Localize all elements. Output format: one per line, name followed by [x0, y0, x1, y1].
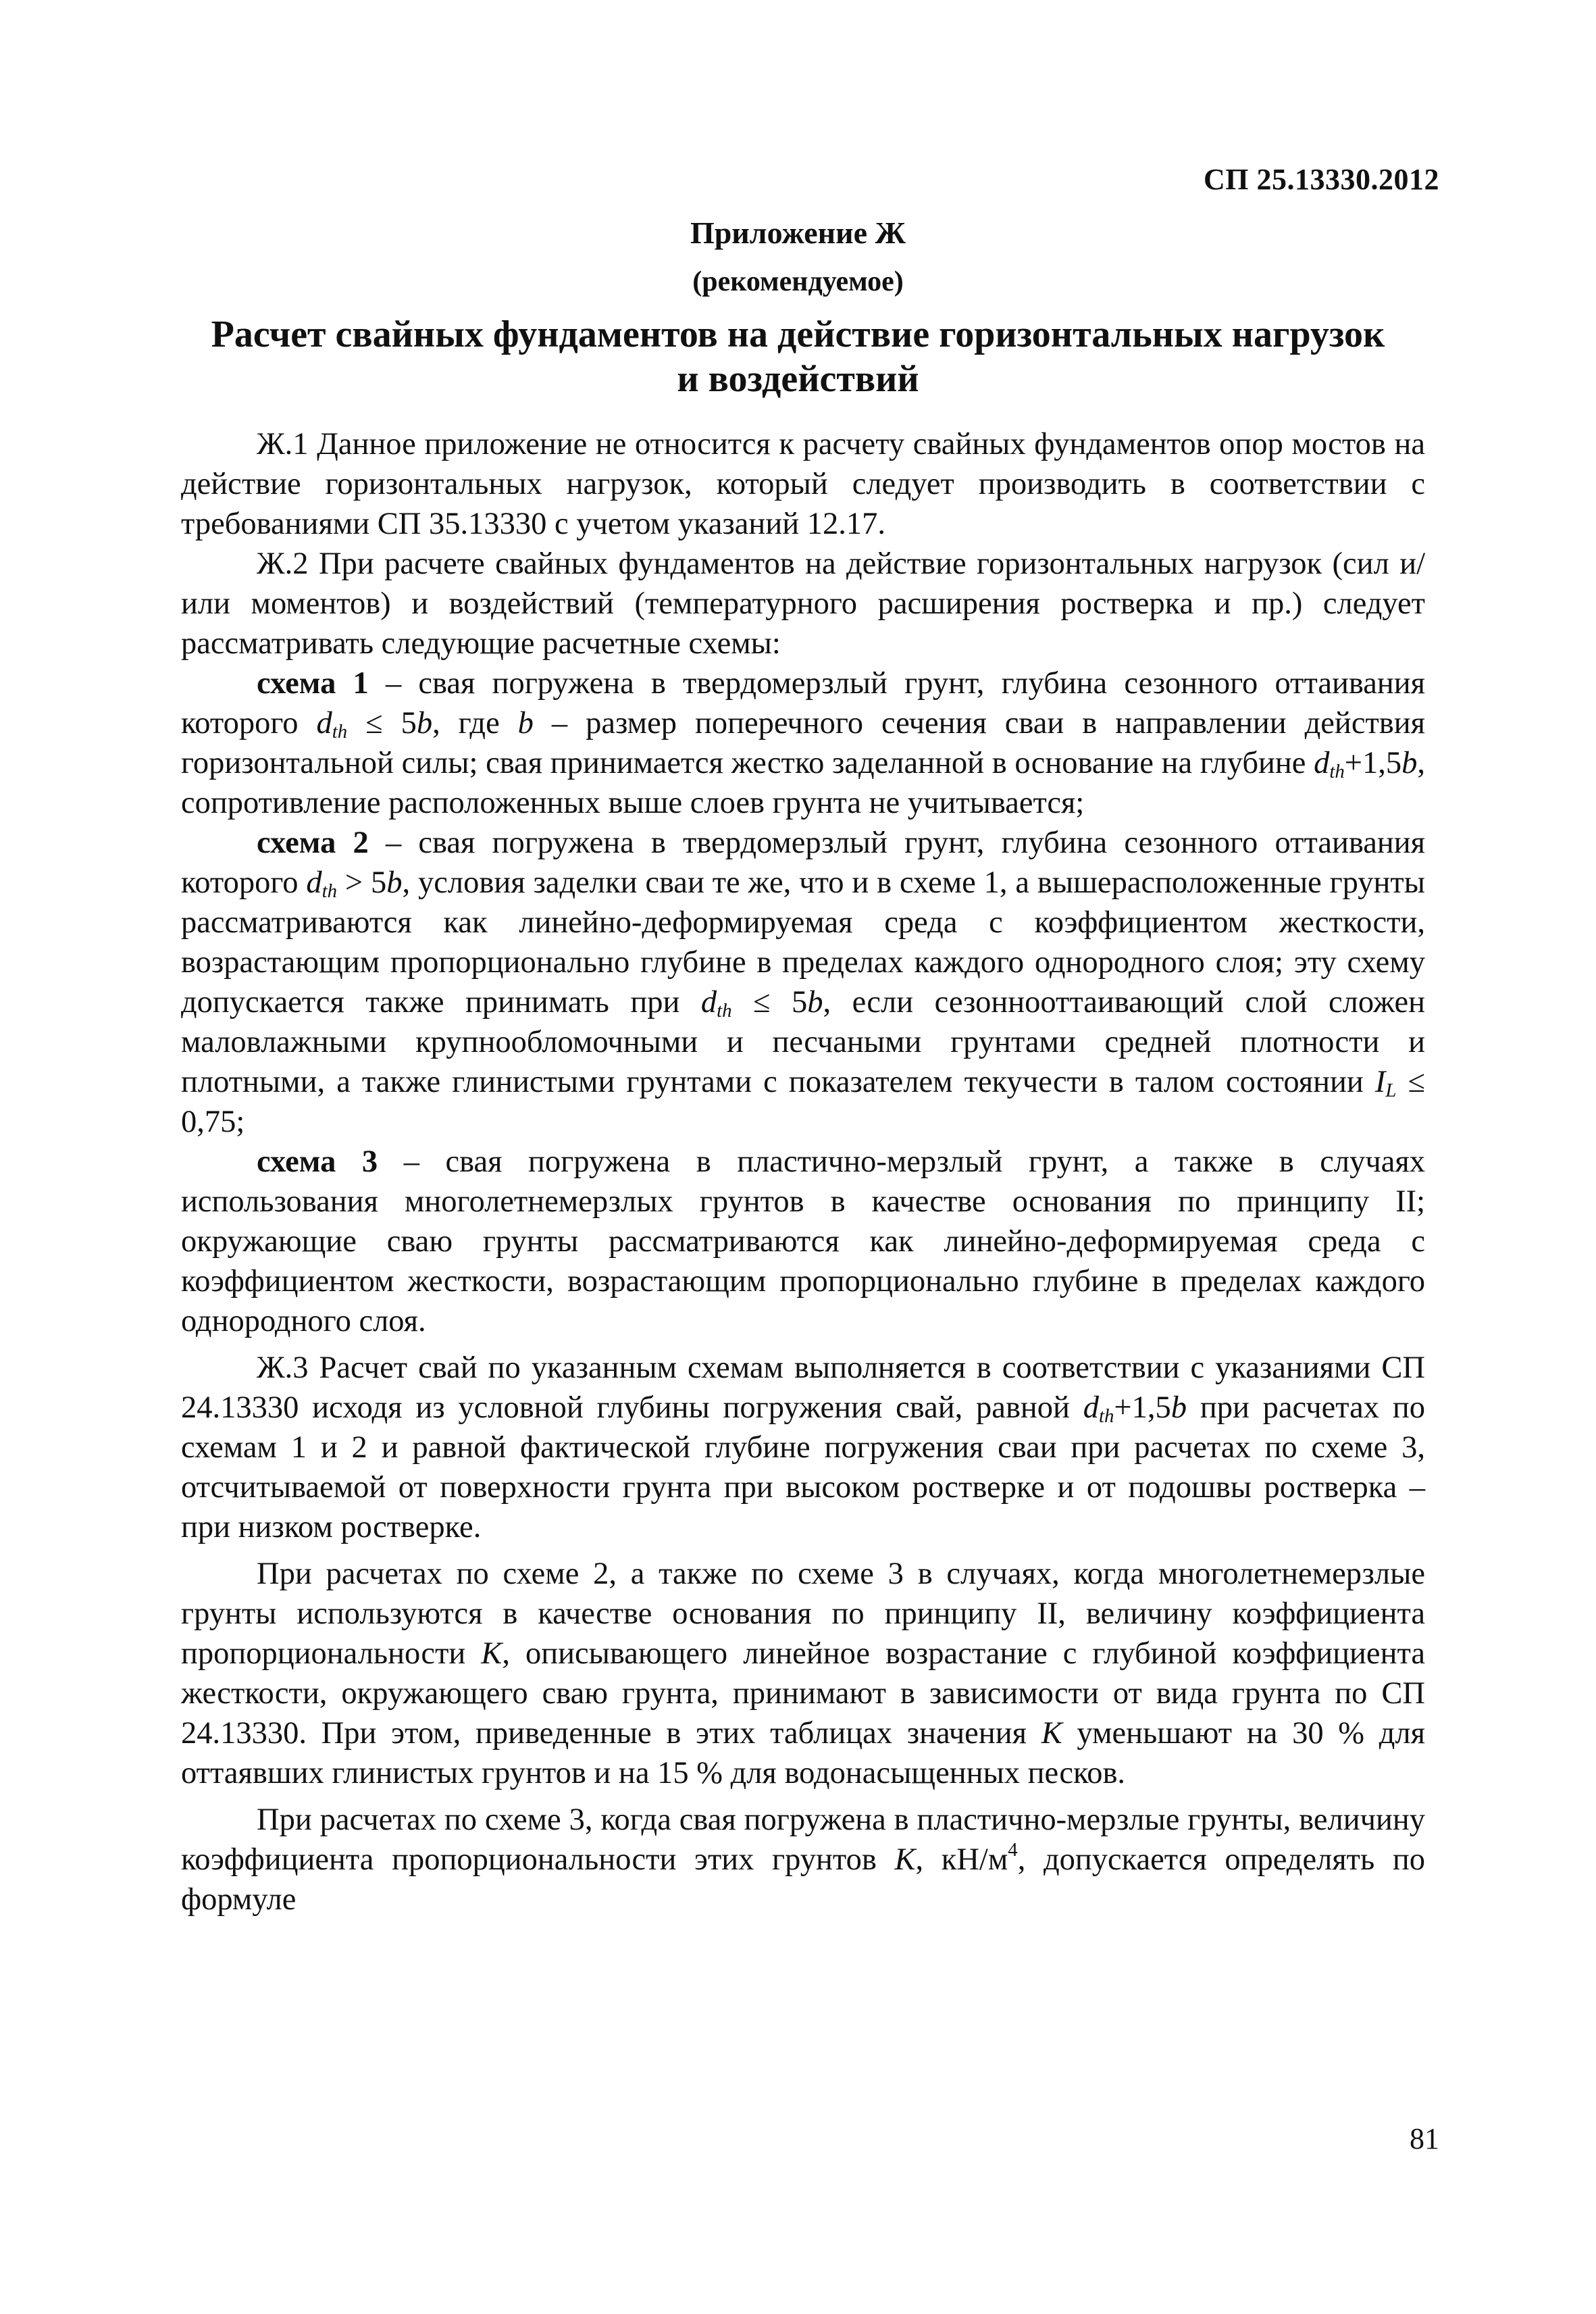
appendix-title: Расчет свайных фундаментов на действие горизонтальных нагрузок и воздействий	[211, 313, 1385, 400]
scheme-2: схема 2 – свая погружена в твердомерзлый грунт, глубина сезонного оттаивания которого $d_{th} > 5b$, условия заделки сваи те же, что и в схеме 1, а вышерасположенные грунты рассматриваются как линейно-деформируемая среда с коэффициентом жесткости, возрастающим пропорционально глубине в пределах каждого однородного слоя; эту схему допускается также принимать при $d_{th} \le 5b$, если сезоннооттаивающий слой сложен маловлажными крупнообломочными и песчаными грунтами средней плотности и плотными, а также глинистыми грунтами с показателем текучести в талом состоянии $I_L \le 0,75$;	[181, 826, 1425, 1139]
paragraph-coefficient-k: При расчетах по схеме 2, а также по схеме 3 в случаях, когда многолетнемерзлые грунты используются в качестве основания по принципу II, величину коэффициента пропорциональности K, описывающего линейное возрастание с глубиной коэффициента жесткости, окружающего сваю грунта, принимают в зависимости от вида грунта по СП 24.13330. При этом, приведенные в этих таблицах значения K уменьшают на 30 % для оттаявших глинистых грунтов и на 15 % для водонасыщенных песков.	[181, 1557, 1426, 1790]
scheme-3-label: схема 3	[257, 1145, 378, 1179]
appendix-status: (рекомендуемое)	[692, 266, 904, 297]
paragraph-zh3: Ж.3 Расчет свай по указанным схемам выполняется в соответствии с указаниями СП 24.13330 исходя из условной глубины погружения свай, равной $d_{th}+1,5b$ при расчетах по схемам 1 и 2 и равной фактической глубине погружения сваи при расчетах по схеме 3, отсчитываемой от поверхности грунта при высоком ростверке и от подошвы ростверка – при низком ростверке.	[181, 1351, 1425, 1544]
appendix-label: Приложение Ж	[690, 216, 906, 250]
scheme-1: схема 1 – свая погружена в твердомерзлый грунт, глубина сезонного оттаивания которого $d_{th} \le 5b$, где b – размер поперечного сечения сваи в направлении действия горизонтальной силы; свая принимается жестко заделанной в основание на глубине $d_{th}+1,5b$, сопротивление расположенных выше слоев грунта не учитывается;	[181, 666, 1426, 820]
body-text	[181, 424, 1425, 1919]
paragraph-zh1: Ж.1 Данное приложение не относится к расчету свайных фундаментов опор мостов на действие горизонтальных нагрузок, который следует производить в соответствии с требованиями СП 35.13330 с учетом указаний 12.17.	[181, 427, 1425, 541]
page-number: 81	[1410, 2122, 1439, 2155]
paragraph-zh2: Ж.2 При расчете свайных фундаментов на действие горизонтальных нагрузок (сил и/или моментов) и воздействий (температурного расширения ростверка и пр.) следует рассматривать следующие расчетные схемы:	[181, 547, 1425, 661]
scheme-3: схема 3 – свая погружена в пластично-мерзлый грунт, а также в случаях использования многолетнемерзлых грунтов в качестве основания по принципу II; окружающие сваю грунты рассматриваются как линейно-деформируемая среда с коэффициентом жесткости, возрастающим пропорционально глубине в пределах каждого однородного слоя.	[181, 1145, 1425, 1338]
document-code: СП 25.13330.2012	[1204, 163, 1439, 196]
paragraph-scheme3-formula: При расчетах по схеме 3, когда свая погружена в пластично-мерзлые грунты, величину коэффициента пропорциональности этих грунтов K, $кН/м^4$, допускается определять по формуле	[181, 1803, 1425, 1917]
scheme-1-label: схема 1	[257, 666, 369, 701]
scheme-2-label: схема 2	[257, 826, 369, 860]
